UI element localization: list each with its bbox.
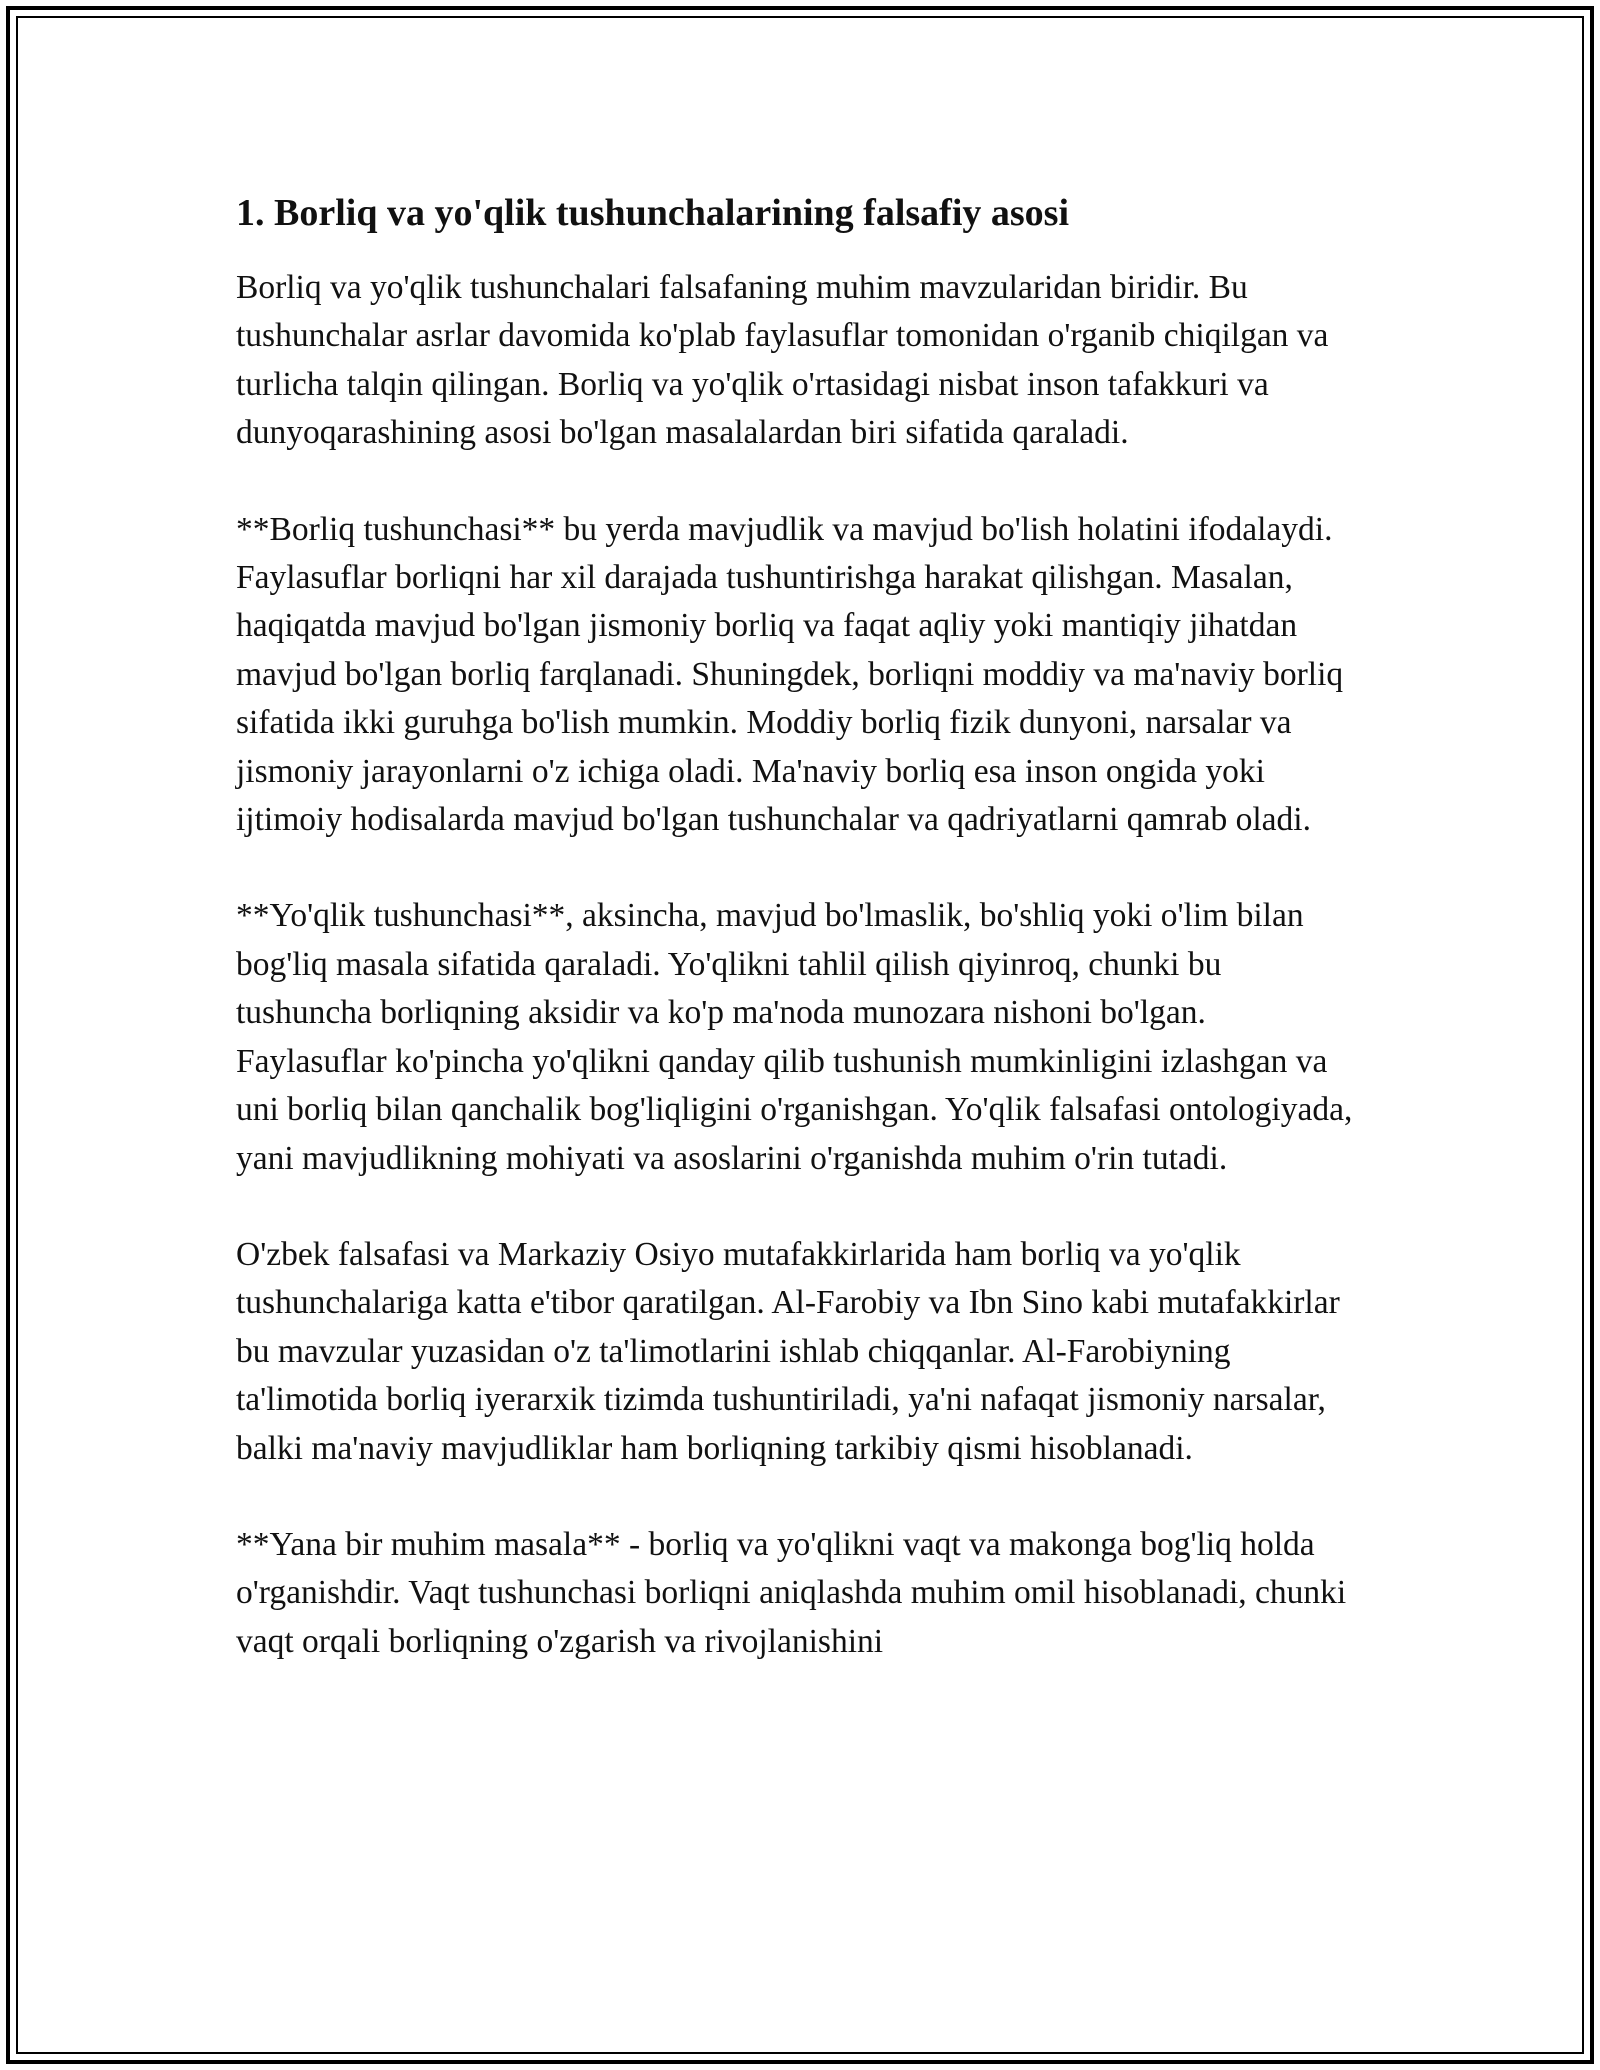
paragraph-uzbek-philosophy: O'zbek falsafasi va Markaziy Osiyo mutafakkirlarida ham borliq va yo'qlik tushunchalariga katta e'tibor qaratilgan. Al-Farobiy va Ibn Sino kabi mutafakkirlar bu mavzular yuzasidan o'z ta'limotlarini ishlab chiqqanlar. Al-Farobiyning ta'limotida borliq iyerarxik tizimda tushuntiriladi, ya'ni nafaqat jismoniy narsalar, balki ma'naviy mavjudliklar ham borliqning tarkibiy qismi hisoblanadi.	[236, 1235, 1340, 1467]
section-heading: 1. Borliq va yo'qlik tushunchalarining falsafiy asosi	[236, 192, 1070, 234]
paragraph-yoqlik: **Yo'qlik tushunchasi**, aksincha, mavjud bo'lmaslik, bo'shliq yoki o'lim bilan bog'liq masala sifatida qaraladi. Yo'qlikni tahlil qilish qiyinroq, chunki bu tushuncha borliqning aksidir va ko'p ma'noda munozara nishoni bo'lgan. Faylasuflar ko'pincha yo'qlikni qanday qilib tushunish mumkinligini izlashgan va uni borliq bilan qanchalik bog'liqligini o'rganishgan. Yo'qlik falsafasi ontologiyada, yani mavjudlikning mohiyati va asoslarini o'rganishda muhim o'rin tutadi.	[236, 897, 1353, 1177]
paragraph-time-space: **Yana bir muhim masala** - borliq va yo'qlikni vaqt va makonga bog'liq holda o'rganishdir. Vaqt tushunchasi borliqni aniqlashda muhim omil hisoblanadi, chunki vaqt orqali borliqning o'zgarish va rivojlanishini	[236, 1525, 1347, 1660]
paragraph-borliq: **Borliq tushunchasi** bu yerda mavjudlik va mavjud bo'lish holatini ifodalaydi. Faylasuflar borliqni har xil darajada tushuntirishga harakat qilishgan. Masalan, haqiqatda mavjud bo'lgan jismoniy borliq va faqat aqliy yoki mantiqiy jihatdan mavjud bo'lgan borliq farqlanadi. Shuningdek, borliqni moddiy va ma'naviy borliq sifatida ikki guruhga bo'lish mumkin. Moddiy borliq fizik dunyoni, narsalar va jismoniy jarayonlarni o'z ichiga oladi. Ma'naviy borliq esa inson ongida yoki ijtimoiy hodisalarda mavjud bo'lgan tushunchalar va qadriyatlarni qamrab oladi.	[236, 510, 1344, 839]
paragraph-intro: Borliq va yo'qlik tushunchalari falsafaning muhim mavzularidan biridir. Bu tushunchalar asrlar davomida ko'plab faylasuflar tomonidan o'rganib chiqilgan va turlicha talqin qilingan. Borliq va yo'qlik o'rtasidagi nisbat inson tafakkuri va dunyoqarashining asosi bo'lgan masalalardan biri sifatida qaraladi.	[236, 269, 1329, 452]
document-body	[236, 184, 1364, 1666]
